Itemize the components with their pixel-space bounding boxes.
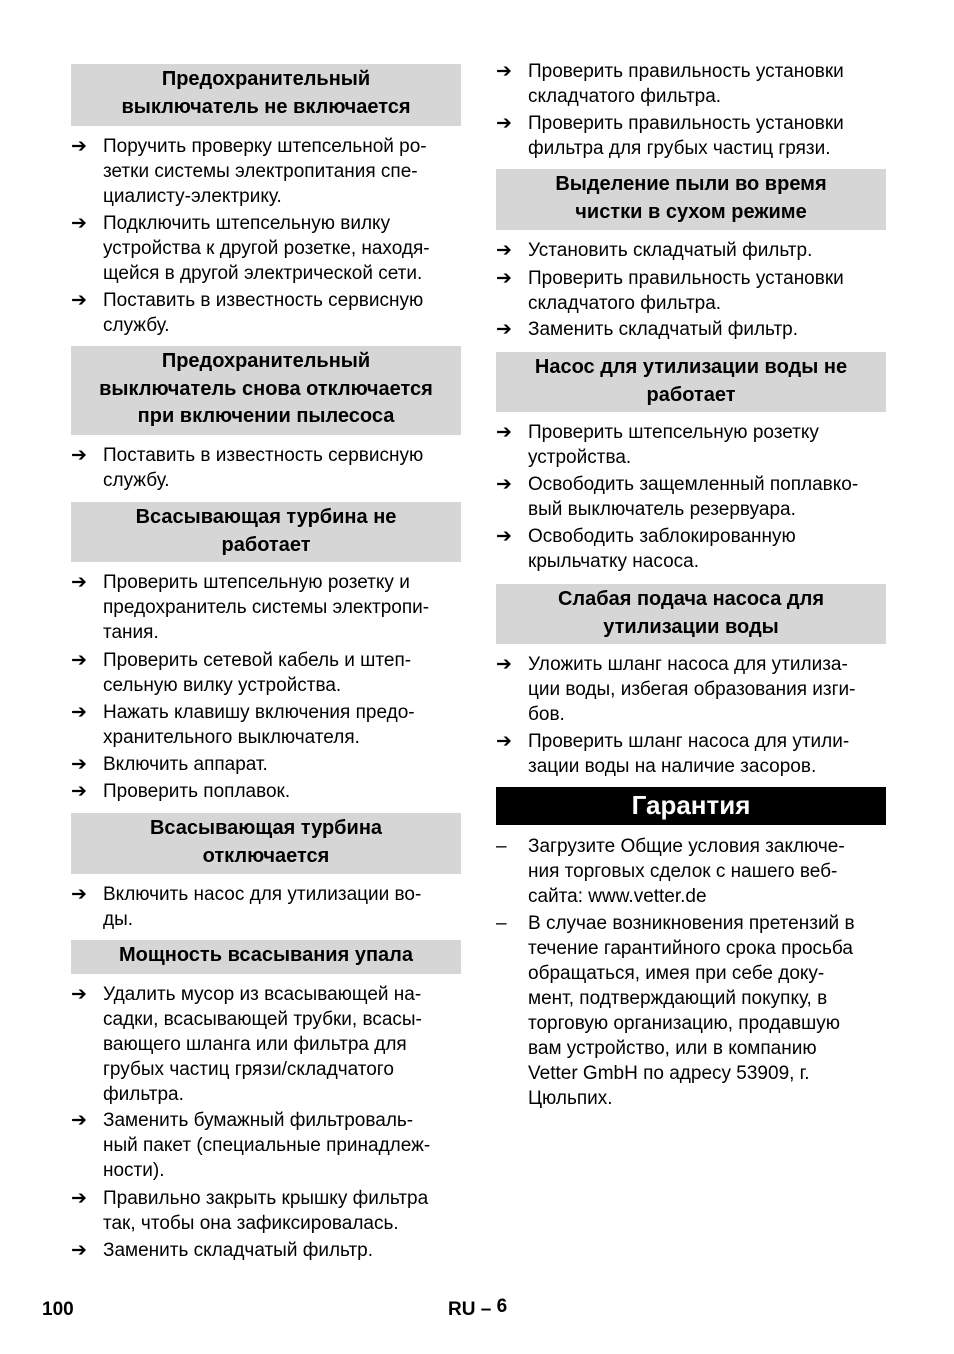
arrow-right-icon: ➔	[71, 883, 87, 905]
list-item: ➔ Нажать клавишу включения предо- хранительного выключателя.	[71, 701, 415, 748]
arrow-right-icon: ➔	[496, 653, 512, 675]
arrow-right-icon: ➔	[496, 525, 512, 547]
heading-dust-dry-mode: Выделение пыли во время чистки в сухом режиме	[496, 169, 886, 230]
arrow-right-icon: ➔	[71, 289, 87, 311]
heading-turbine-shuts-off: Всасывающая турбина отключается	[71, 813, 461, 874]
heading-weak-pump-flow: Слабая подача насоса для утилизации воды	[496, 584, 886, 644]
arrow-right-icon: ➔	[71, 212, 87, 234]
list-item: ➔ Заменить складчатый фильтр.	[496, 318, 799, 340]
list-item: ➔ Поставить в известность сервисную службу.	[71, 444, 424, 491]
arrow-right-icon: ➔	[496, 473, 512, 495]
list-item: ➔ Проверить шланг насоса для утили- зации воды на наличие засоров.	[496, 730, 850, 777]
list-item: ➔ Проверить правильность установки фильтра для грубых частиц грязи.	[496, 112, 844, 159]
list-item: ➔ Поставить в известность сервисную службу.	[71, 289, 424, 336]
heading-suction-power-dropped: Мощность всасывания упала	[71, 940, 461, 974]
page-label: RU – 6	[448, 1296, 508, 1320]
list-item: ➔ Подключить штепсельную вилку устройства к другой розетке, находя- щейся в другой электрической сети.	[71, 212, 430, 284]
arrow-right-icon: ➔	[71, 1187, 87, 1209]
heading-breaker-trips-again: Предохранительный выключатель снова отключается при включении пылесоса	[71, 346, 461, 435]
list-item: ➔ Проверить правильность установки складчатого фильтра.	[496, 267, 844, 314]
list-item: ➔ Проверить поплавок.	[71, 780, 291, 802]
arrow-right-icon: ➔	[71, 753, 87, 775]
heading-turbine-not-working: Всасывающая турбина не работает	[71, 502, 461, 562]
arrow-right-icon: ➔	[496, 267, 512, 289]
arrow-right-icon: ➔	[71, 571, 87, 593]
list-item: ➔ Заменить складчатый фильтр.	[71, 1239, 374, 1261]
arrow-right-icon: ➔	[71, 780, 87, 802]
list-item: ➔ Проверить штепсельную розетку и предохранитель системы электропи- тания.	[71, 571, 430, 643]
list-item: ➔ Включить насос для утилизации во- ды.	[71, 883, 422, 930]
arrow-right-icon: ➔	[496, 112, 512, 134]
list-item: ➔ Освободить заблокированную крыльчатку насоса.	[496, 525, 796, 572]
list-item: ➔ Поручить проверку штепсельной ро- зетки системы электропитания спе- циалисту-электрику.	[71, 135, 427, 207]
warranty-heading: Гарантия	[496, 787, 886, 825]
list-item: ➔ Установить складчатый фильтр.	[496, 239, 813, 261]
arrow-right-icon: ➔	[71, 1109, 87, 1131]
arrow-right-icon: ➔	[71, 649, 87, 671]
arrow-right-icon: ➔	[71, 983, 87, 1005]
list-item: ➔ Удалить мусор из всасывающей на- садки, всасывающей трубки, всасы- вающего шланга или фильтра для грубых частиц грязи/складчатого фильтра.	[71, 983, 422, 1105]
arrow-right-icon: ➔	[496, 60, 512, 82]
page-number: 100	[42, 1299, 74, 1320]
arrow-right-icon: ➔	[496, 730, 512, 752]
list-item: ➔ Уложить шланг насоса для утилиза- ции воды, избегая образования изги- бов.	[496, 653, 856, 725]
arrow-right-icon: ➔	[496, 239, 512, 261]
dash-bullet: –	[496, 836, 507, 857]
list-item: – В случае возникновения претензий в течение гарантийного срока просьба обращаться, имея при себе доку- мент, подтверждающий покупку, в торговую организацию, продавшую вам устройство, или в компанию Vetter GmbH по адресу 53909, г. Цюльпих.	[496, 913, 855, 1109]
list-item: ➔ Проверить правильность установки складчатого фильтра.	[496, 60, 844, 107]
list-item: ➔ Проверить сетевой кабель и штеп- сельную вилку устройства.	[71, 649, 412, 696]
list-item: ➔ Освободить защемленный поплавко- вый выключатель резервуара.	[496, 473, 859, 520]
dash-bullet: –	[496, 913, 507, 934]
arrow-right-icon: ➔	[71, 135, 87, 157]
arrow-right-icon: ➔	[496, 421, 512, 443]
arrow-right-icon: ➔	[71, 444, 87, 466]
heading-pump-not-working: Насос для утилизации воды не работает	[496, 352, 886, 412]
arrow-right-icon: ➔	[496, 318, 512, 340]
list-item: ➔ Заменить бумажный фильтроваль- ный пакет (специальные принадлеж- ности).	[71, 1109, 431, 1181]
list-item: ➔ Проверить штепсельную розетку устройства.	[496, 421, 819, 468]
list-item: ➔ Включить аппарат.	[71, 753, 268, 775]
list-item: – Загрузите Общие условия заключе- ния торговых сделок с нашего веб- сайта: www.vetter.de	[496, 836, 845, 907]
heading-breaker-not-on: Предохранительный выключатель не включается	[71, 64, 461, 126]
arrow-right-icon: ➔	[71, 701, 87, 723]
arrow-right-icon: ➔	[71, 1239, 87, 1261]
list-item: ➔ Правильно закрыть крышку фильтра так, чтобы она зафиксировалась.	[71, 1187, 429, 1234]
